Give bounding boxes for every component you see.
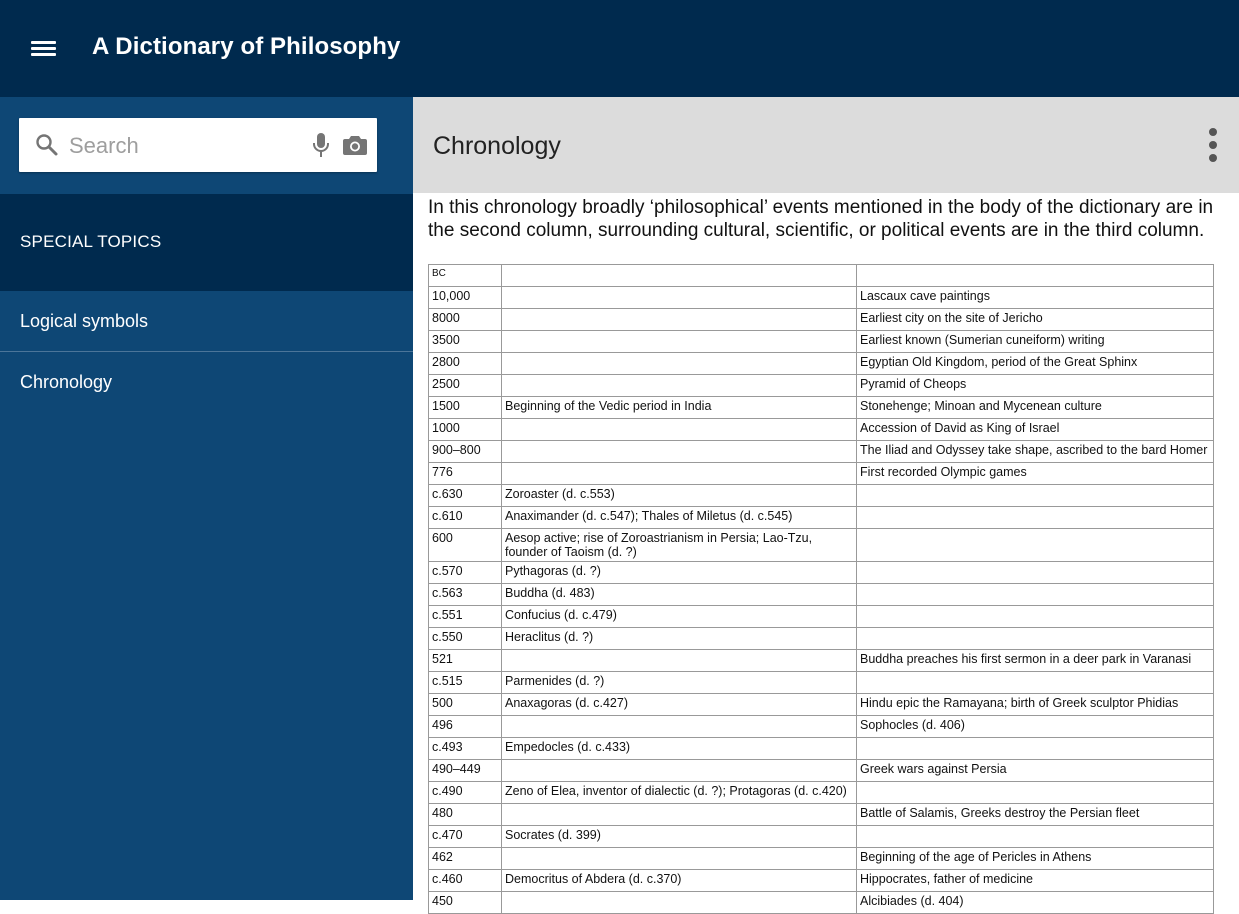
date-cell: 496 (429, 716, 502, 738)
camera-icon[interactable] (343, 134, 367, 156)
philosophy-cell (502, 463, 857, 485)
search-input[interactable] (67, 130, 301, 162)
philosophy-cell (502, 716, 857, 738)
table-row (429, 485, 1214, 507)
microphone-icon[interactable] (311, 132, 331, 158)
hamburger-menu-icon[interactable] (31, 41, 56, 57)
date-cell: c.490 (429, 782, 502, 804)
events-cell (857, 628, 1214, 650)
philosophy-cell: Empedocles (d. c.433) (502, 738, 857, 760)
date-cell: 10,000 (429, 287, 502, 309)
table-row (429, 584, 1214, 606)
events-cell: Earliest city on the site of Jericho (857, 309, 1214, 331)
table-row (429, 309, 1214, 331)
sidebar-item-chronology[interactable] (0, 352, 413, 412)
events-cell: Lascaux cave paintings (857, 287, 1214, 309)
philosophy-cell (502, 848, 857, 870)
table-row (429, 507, 1214, 529)
date-cell: 600 (429, 529, 502, 562)
table-row (429, 672, 1214, 694)
philosophy-cell (502, 331, 857, 353)
sidebar-item-logical-symbols[interactable] (0, 291, 413, 351)
philosophy-cell (502, 892, 857, 914)
philosophy-cell: Buddha (d. 483) (502, 584, 857, 606)
date-cell: 8000 (429, 309, 502, 331)
app-title: A Dictionary of Philosophy (92, 33, 401, 60)
date-cell: 2800 (429, 353, 502, 375)
date-cell: c.515 (429, 672, 502, 694)
date-cell: 462 (429, 848, 502, 870)
philosophy-cell: Zeno of Elea, inventor of dialectic (d. ?); Protagoras (d. c.420) (502, 782, 857, 804)
date-cell: c.551 (429, 606, 502, 628)
special-topics-header (0, 194, 413, 291)
events-cell (857, 672, 1214, 694)
events-cell (857, 507, 1214, 529)
philosophy-cell (502, 419, 857, 441)
date-cell: 450 (429, 892, 502, 914)
philosophy-cell: Zoroaster (d. c.553) (502, 485, 857, 507)
table-row (429, 562, 1214, 584)
table-row (429, 694, 1214, 716)
table-row (429, 826, 1214, 848)
search-icon (35, 133, 59, 157)
table-row (429, 628, 1214, 650)
era-label: BC (429, 265, 502, 287)
events-cell: The Iliad and Odyssey take shape, ascribed to the bard Homer (857, 441, 1214, 463)
table-row (429, 760, 1214, 782)
table-row (429, 419, 1214, 441)
table-cell (502, 265, 857, 287)
table-row (429, 331, 1214, 353)
events-cell: Accession of David as King of Israel (857, 419, 1214, 441)
philosophy-cell (502, 650, 857, 672)
philosophy-cell: Parmenides (d. ?) (502, 672, 857, 694)
date-cell: 521 (429, 650, 502, 672)
date-cell: 500 (429, 694, 502, 716)
table-row (429, 848, 1214, 870)
table-row (429, 892, 1214, 914)
date-cell: 1000 (429, 419, 502, 441)
events-cell: Hindu epic the Ramayana; birth of Greek sculptor Phidias (857, 694, 1214, 716)
search-area (0, 97, 413, 194)
content-pane (413, 97, 1239, 908)
date-cell: 490–449 (429, 760, 502, 782)
search-box[interactable] (19, 118, 377, 172)
table-row (429, 738, 1214, 760)
table-row (429, 650, 1214, 672)
intro-text: In this chronology broadly ‘philosophical’ events mentioned in the body of the dictionary are in the second column, surrounding cultural, scientific, or political events are in the third column. (428, 197, 1214, 241)
philosophy-cell: Confucius (d. c.479) (502, 606, 857, 628)
events-cell: Earliest known (Sumerian cuneiform) writing (857, 331, 1214, 353)
sidebar-item-label: Chronology (20, 372, 113, 392)
events-cell (857, 562, 1214, 584)
more-options-icon[interactable] (1206, 128, 1220, 164)
events-cell: First recorded Olympic games (857, 463, 1214, 485)
table-cell (857, 265, 1214, 287)
events-cell (857, 584, 1214, 606)
date-cell: c.610 (429, 507, 502, 529)
date-cell: c.630 (429, 485, 502, 507)
events-cell: Sophocles (d. 406) (857, 716, 1214, 738)
content-header (413, 97, 1239, 193)
date-cell: c.470 (429, 826, 502, 848)
date-cell: 2500 (429, 375, 502, 397)
sidebar-item-label: Logical symbols (20, 311, 149, 331)
date-cell: 776 (429, 463, 502, 485)
date-cell: c.493 (429, 738, 502, 760)
table-row (429, 353, 1214, 375)
table-row (429, 804, 1214, 826)
philosophy-cell: Socrates (d. 399) (502, 826, 857, 848)
table-row (429, 397, 1214, 419)
table-row (429, 463, 1214, 485)
events-cell (857, 485, 1214, 507)
philosophy-cell (502, 804, 857, 826)
philosophy-cell (502, 287, 857, 309)
philosophy-cell: Aesop active; rise of Zoroastrianism in Persia; Lao-Tzu, founder of Taoism (d. ?) (502, 529, 857, 562)
date-cell: c.550 (429, 628, 502, 650)
events-cell: Pyramid of Cheops (857, 375, 1214, 397)
section-header-label: SPECIAL TOPICS (20, 232, 162, 251)
table-header-row (429, 265, 1214, 287)
table-row (429, 782, 1214, 804)
table-row (429, 870, 1214, 892)
table-row (429, 529, 1214, 562)
events-cell (857, 782, 1214, 804)
events-cell: Hippocrates, father of medicine (857, 870, 1214, 892)
events-cell: Stonehenge; Minoan and Mycenean culture (857, 397, 1214, 419)
events-cell: Greek wars against Persia (857, 760, 1214, 782)
date-cell: c.570 (429, 562, 502, 584)
events-cell (857, 738, 1214, 760)
events-cell: Buddha preaches his first sermon in a deer park in Varanasi (857, 650, 1214, 672)
philosophy-cell (502, 375, 857, 397)
events-cell: Beginning of the age of Pericles in Athens (857, 848, 1214, 870)
events-cell: Battle of Salamis, Greeks destroy the Persian fleet (857, 804, 1214, 826)
philosophy-cell (502, 760, 857, 782)
events-cell (857, 529, 1214, 562)
table-row (429, 441, 1214, 463)
date-cell: 900–800 (429, 441, 502, 463)
events-cell: Egyptian Old Kingdom, period of the Great Sphinx (857, 353, 1214, 375)
chronology-table (428, 264, 1214, 914)
events-cell: Alcibiades (d. 404) (857, 892, 1214, 914)
sidebar (0, 97, 413, 900)
philosophy-cell: Pythagoras (d. ?) (502, 562, 857, 584)
table-row (429, 287, 1214, 309)
table-row (429, 375, 1214, 397)
app-bar (0, 0, 1239, 97)
date-cell: 3500 (429, 331, 502, 353)
events-cell (857, 606, 1214, 628)
philosophy-cell (502, 441, 857, 463)
date-cell: c.460 (429, 870, 502, 892)
philosophy-cell (502, 309, 857, 331)
date-cell: 1500 (429, 397, 502, 419)
philosophy-cell: Democritus of Abdera (d. c.370) (502, 870, 857, 892)
philosophy-cell: Beginning of the Vedic period in India (502, 397, 857, 419)
philosophy-cell: Heraclitus (d. ?) (502, 628, 857, 650)
events-cell (857, 826, 1214, 848)
page-title: Chronology (433, 132, 561, 160)
table-row (429, 606, 1214, 628)
philosophy-cell: Anaxagoras (d. c.427) (502, 694, 857, 716)
philosophy-cell (502, 353, 857, 375)
philosophy-cell: Anaximander (d. c.547); Thales of Miletus (d. c.545) (502, 507, 857, 529)
date-cell: c.563 (429, 584, 502, 606)
date-cell: 480 (429, 804, 502, 826)
table-row (429, 716, 1214, 738)
